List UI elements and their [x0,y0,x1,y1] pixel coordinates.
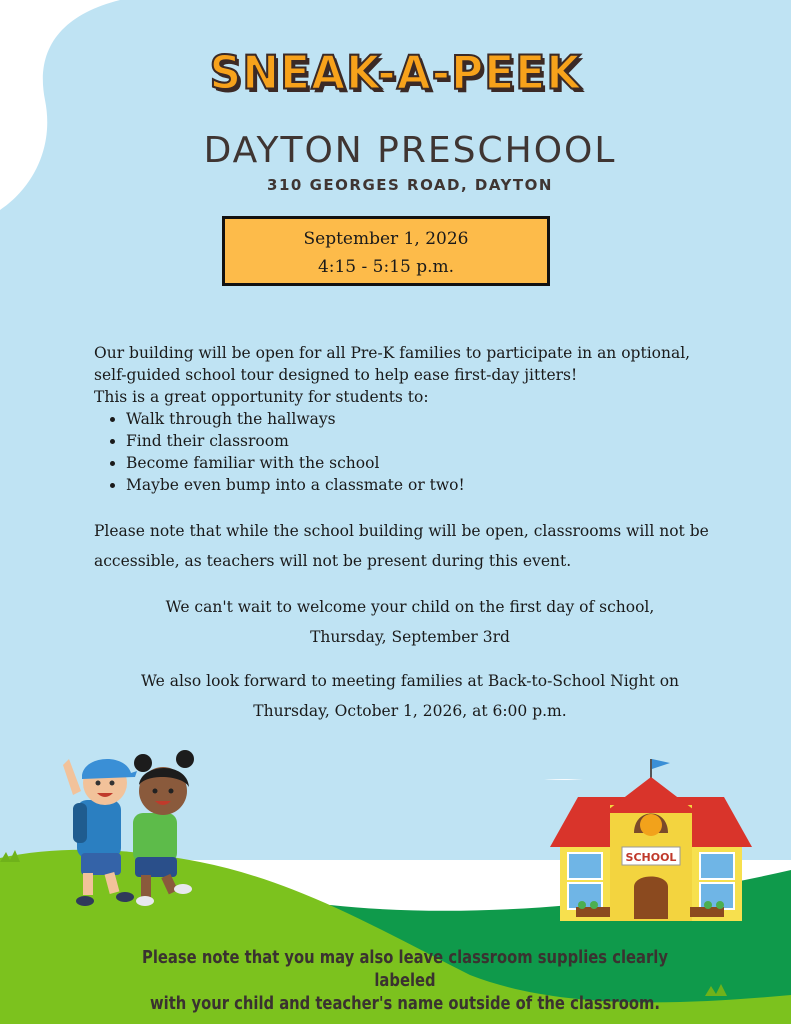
supplies-note [122,946,688,1015]
supplies-note-line: Please note that you may also leave classroom supplies clearly labeled [142,947,668,991]
bullet-list [94,408,734,496]
welcome-message [40,592,780,652]
school-name: DAYTON PRESCHOOL [203,130,617,171]
event-date: September 1, 2026 [303,229,469,249]
school-building-illustration [548,755,753,925]
bts-line: Thursday, October 1, 2026, at 6:00 p.m. [253,702,567,720]
back-to-school-message [40,666,780,726]
page-title: SNEAK-A-PEEK [209,46,582,101]
intro-text [94,342,734,496]
bts-line: We also look forward to meeting families at Back-to-School Night on [140,672,680,690]
intro-line: self-guided school tour designed to help ease first-day jitters! [94,366,578,384]
bullet-item: • Walk through the hallways [126,408,734,430]
school-address: 310 GEORGES ROAD, DAYTON [267,176,553,194]
welcome-line: Thursday, September 3rd [310,628,510,646]
kids-illustration [55,745,205,910]
event-time: 4:15 - 5:15 p.m. [317,257,455,277]
intro-line: This is a great opportunity for students to: [94,388,429,406]
note-line: Please note that while the school building will be open, classrooms will not be [94,522,709,540]
classroom-note [94,516,734,576]
bullet-item: • Find their classroom [126,430,734,452]
intro-line: Our building will be open for all Pre-K families to participate in an optional, [94,344,691,362]
bullet-item: • Become familiar with the school [126,452,734,474]
school-sign: SCHOOL [625,851,677,864]
note-line: accessible, as teachers will not be present during this event. [94,552,572,570]
welcome-line: We can't wait to welcome your child on the first day of school, [165,598,655,616]
bullet-item: • Maybe even bump into a classmate or two! [126,474,734,496]
date-box [222,216,550,286]
supplies-note-line: with your child and teacher's name outside of the classroom. [150,993,660,1014]
